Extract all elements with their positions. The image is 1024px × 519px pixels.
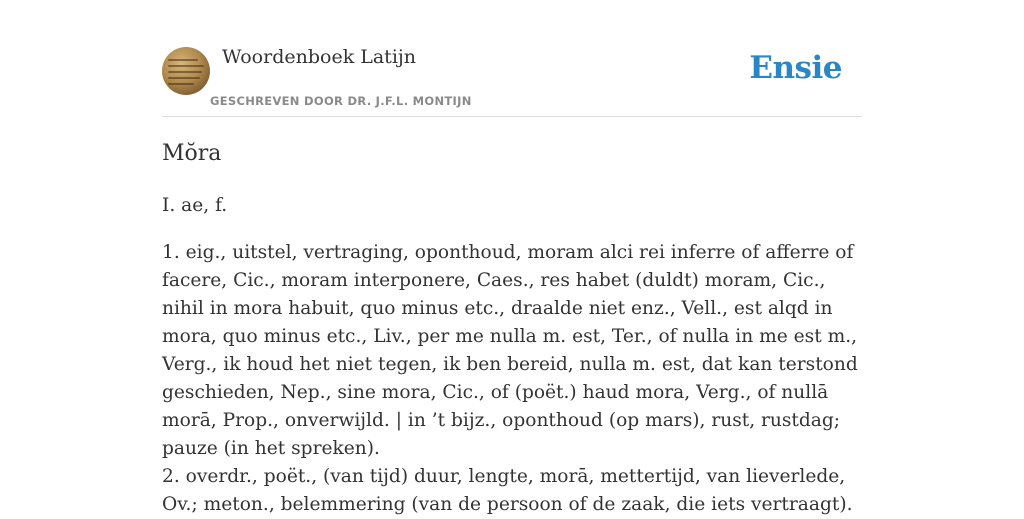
ensie-logo-link[interactable]: Ensie bbox=[749, 50, 842, 86]
page-wrapper bbox=[162, 0, 862, 515]
book-header bbox=[162, 0, 862, 117]
inscription-line bbox=[168, 71, 202, 73]
inscription-line bbox=[168, 83, 194, 85]
entry-definition bbox=[162, 192, 862, 519]
entry-headword: Mŏra bbox=[162, 141, 222, 166]
latin-inscription-coin-icon[interactable] bbox=[162, 47, 210, 95]
author-byline: GESCHREVEN DOOR DR. J.F.L. MONTIJN bbox=[210, 94, 472, 108]
inscription-line bbox=[168, 77, 200, 79]
inscription-line bbox=[168, 59, 198, 61]
entry-grammar: I. ae, f. bbox=[162, 195, 228, 216]
book-title-link[interactable]: Woordenboek Latijn bbox=[222, 46, 417, 68]
inscription-line bbox=[168, 65, 204, 67]
entry-sense-2: 2. overdr., poët., (van tijd) duur, lengte, morā, mettertijd, van lieverlede, Ov.; meton., belemmering (van de persoon of de zaak, die iets vertraagt). bbox=[162, 466, 853, 515]
entry-sense-1: 1. eig., uitstel, vertraging, oponthoud, moram alci rei inferre of afferre of facere, Cic., moram interponere, Caes., res habet (duldt) moram, Cic., nihil in mora habuit, quo minus etc., draalde niet enz., Vell., est alqd in mora, quo minus etc., Liv., per me nulla m. est, Ter., of nulla in me est m., Verg., ik houd het niet tegen, ik ben bereid, nulla m. est, dat kan terstond geschieden, Nep., sine mora, Cic., of (poët.) haud mora, Verg., of nullā morā, Prop., onverwijld. | in ’t bijz., oponthoud (op mars), rust, rustdag; pauze (in het spreken). bbox=[162, 242, 858, 459]
